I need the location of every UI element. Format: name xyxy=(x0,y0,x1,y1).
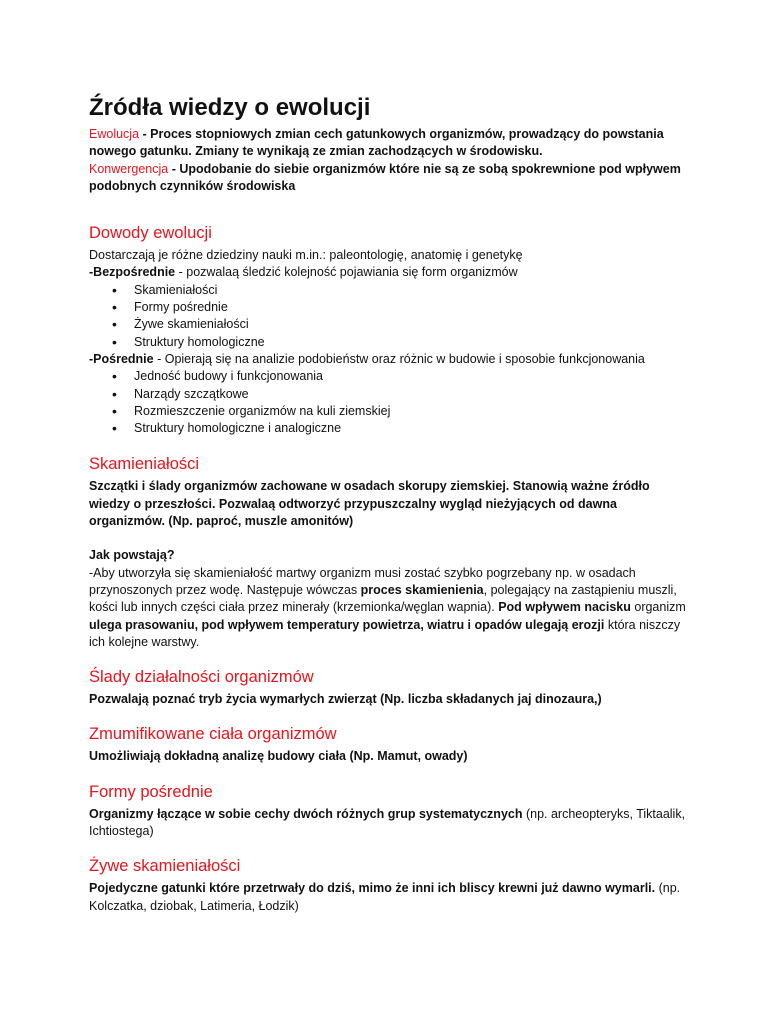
formy-rest: (np. archeopteryks, Tiktaalik, Ichtiostega) xyxy=(89,806,686,839)
process-text-3: organizm xyxy=(630,600,686,615)
heading-formy: Formy pośrednie xyxy=(89,782,213,801)
direct-evidence xyxy=(89,264,688,281)
evolution-definition xyxy=(89,126,688,161)
direct-desc: - pozwalaą śledzić kolejność pojawiania się form organizmów xyxy=(175,265,518,280)
process-text-2: , polegający na zastąpieniu muszli, kości lub innych części ciała przez minerały (krzemionka/węglan wapnia). xyxy=(89,582,677,615)
zywe-rest: (np. Kolczatka, dziobak, Latimeria, Łodzik) xyxy=(89,881,681,913)
process-text-1: -Aby utworzyła się skamieniałość martwy organizm musi zostać szybko pogrzebany np. w osadach przynoszonych przez wodę. Następuje wówczas xyxy=(89,565,636,597)
heading-zywe: Żywe skamieniałości xyxy=(89,857,241,876)
list-item: • Struktury homologiczne i analogiczne xyxy=(134,420,688,437)
skamienialosci-desc-text: Szczątki i ślady organizmów zachowane w osadach skorupy ziemskiej. Stanowią ważne źródło wiedzy o przeszłości. Pozwalaą odtworzyć przypuszczalny wygląd nieżyjących od dawna organizmów. (Np. paproć, muszle amonitów) xyxy=(89,479,650,529)
list-item: • Rozmieszczenie organizmów na kuli ziemskiej xyxy=(134,403,688,420)
indirect-evidence xyxy=(89,351,688,368)
convergence-def-text: - Upodobanie do siebie organizmów które nie są ze sobą spokrewnione pod wpływem podobnych czynników środowiska xyxy=(89,161,681,193)
evolution-def-text: - Proces stopniowych zmian cech gatunkowych organizmów, prowadzący do powstania nowego gatunku. Zmiany te wynikają ze zmian zachodzących w środowisku. xyxy=(89,127,664,159)
indirect-list xyxy=(89,368,688,437)
heading-zmumifikowane: Zmumifikowane ciała organizmów xyxy=(89,725,337,744)
question-text: Jak powstają? xyxy=(89,548,175,563)
heading-skamienialosci: Skamieniałości xyxy=(89,455,200,474)
formy-bold: Organizmy łączące w sobie cechy dwóch różnych grup systematycznych xyxy=(89,806,523,821)
zmumifikowane-desc xyxy=(89,748,688,765)
list-item: • Struktury homologiczne xyxy=(134,334,688,351)
slady-desc xyxy=(89,691,688,708)
dowody-intro: Dostarczają je różne dziedziny nauki m.in.: paleontologię, anatomię i genetykę xyxy=(89,248,523,263)
slady-desc-text: Pozwalają poznać tryb życia wymarłych zwierząt (Np. liczba składanych jaj dinozaura,) xyxy=(89,692,602,707)
process-bold-3: ulega prasowaniu, pod wpływem temperatury powietrza, wiatru i opadów ulegają erozji xyxy=(89,617,605,632)
skamienialosci-process xyxy=(89,565,688,651)
list-item: • Formy pośrednie xyxy=(134,299,688,316)
zmumifikowane-desc-text: Umożliwiają dokładną analizę budowy ciała (Np. Mamut, owady) xyxy=(89,749,468,764)
indirect-desc: - Opierają się na analizie podobieństw oraz różnic w budowie i sposobie funkcjonowania xyxy=(153,351,645,366)
process-text-4: która niszczy ich kolejne warstwy. xyxy=(89,617,681,649)
convergence-term: Konwergencja xyxy=(89,161,169,176)
direct-list xyxy=(89,282,688,351)
heading-slady: Ślady działalności organizmów xyxy=(89,668,314,687)
zywe-desc xyxy=(89,880,688,915)
skamienialosci-desc xyxy=(89,478,688,530)
list-item: • Skamieniałości xyxy=(134,282,688,299)
list-item: • Jedność budowy i funkcjonowania xyxy=(134,368,688,385)
skamienialosci-question xyxy=(89,547,688,564)
direct-label: -Bezpośrednie xyxy=(89,265,176,280)
list-item: • Żywe skamieniałości xyxy=(134,316,688,333)
heading-dowody: Dowody ewolucji xyxy=(89,224,212,243)
indirect-label: -Pośrednie xyxy=(89,351,154,366)
evolution-term: Ewolucja xyxy=(89,127,140,141)
zywe-bold: Pojedyczne gatunki które przetrwały do dziś, mimo że inni ich bliscy krewni już dawno wymarli. xyxy=(89,881,656,896)
formy-desc xyxy=(89,806,688,841)
page-title: Źródła wiedzy o ewolucji xyxy=(89,94,371,121)
convergence-definition xyxy=(89,161,688,196)
process-bold-1: proces skamienienia xyxy=(360,582,484,597)
process-bold-2: Pod wpływem nacisku xyxy=(498,600,631,615)
list-item: • Narządy szczątkowe xyxy=(134,386,688,403)
